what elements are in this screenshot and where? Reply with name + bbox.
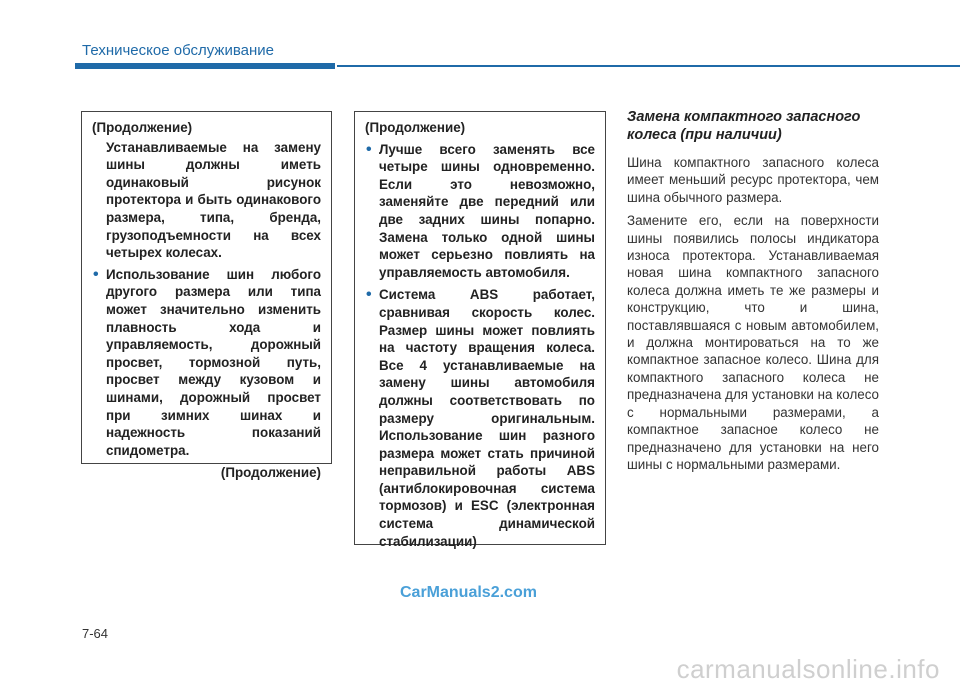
bullet-icon: • bbox=[366, 140, 372, 158]
body-text-column bbox=[627, 108, 879, 479]
box-bullet-list bbox=[365, 141, 595, 551]
section-title: Техническое обслуживание bbox=[82, 42, 274, 59]
header-divider bbox=[75, 63, 960, 69]
watermark-text: carmanualsonline.info bbox=[676, 654, 940, 684]
body-paragraph: Шина компактного запасного колеса имеет меньший ресурс протектора, чем шина обычного размера. bbox=[627, 155, 879, 205]
warning-box-middle bbox=[354, 111, 606, 549]
page-number: 7-64 bbox=[82, 626, 109, 641]
bullet-icon: • bbox=[366, 286, 372, 304]
header-divider-thick bbox=[75, 63, 335, 69]
warning-box-left bbox=[81, 111, 332, 481]
box-intro-text: Устанавливаемые на замену шины должны иметь одинаковый рисунок протектора и быть одинакового размера, типа, бренда, грузоподъемности на всех четырех колесах. bbox=[106, 139, 321, 261]
bullet-icon: • bbox=[93, 265, 99, 283]
header-divider-thin bbox=[337, 65, 960, 67]
continued-label: (Продолжение) bbox=[220, 465, 321, 481]
box-bullet-list bbox=[92, 266, 321, 460]
watermark-link[interactable]: CarManuals2.com bbox=[400, 584, 537, 601]
body-paragraph: Замените его, если на поверхности шины появились полосы индикатора износа протектора. Устанавливаемая новая шина компактного запасного колеса должна иметь те же размеры и конструкцию, что и шина, поставлявшаяся с новым автомобилем, и должна монтироваться на то же компактное запасное колесо. Шина для компактного запасного колеса не предназначена для установки на колесо с нормальными размерами, а компактное запасное колесо не предназначено для установки на него шины с нормальными размерами. bbox=[627, 213, 879, 472]
continued-label: (Продолжение) bbox=[365, 120, 466, 135]
list-item: • Лучше всего заменять все четыре шины одновременно. Если это невозможно, заменяйте две передний или две задних шины попарно. Замена только одной шины может серьезно повлиять на управляемость автомобиля. bbox=[366, 140, 595, 280]
subsection-heading: Замена компактного запасного колеса (при наличии) bbox=[627, 109, 861, 143]
list-item: • Использование шин любого другого размера или типа может значительно изменить плавность хода и управляемость, дорожный просвет, тормозной путь, просвет между кузовом и шинами, дорожный просвет при зимних шинах и надежность показаний спидометра. bbox=[93, 265, 321, 458]
list-item: • Система ABS работает, сравнивая скорость колес. Размер шины может повлиять на частоту вращения колеса. Все 4 устанавливаемые на замену шины автомобиля должны соответствовать по размеру оригинальным. Использование шин разного размера может стать причиной неправильной работы ABS (антиблокировочная система тормозов) и ESC (электронная система динамической стабилизации) bbox=[366, 286, 595, 549]
continued-label: (Продолжение) bbox=[92, 120, 193, 135]
